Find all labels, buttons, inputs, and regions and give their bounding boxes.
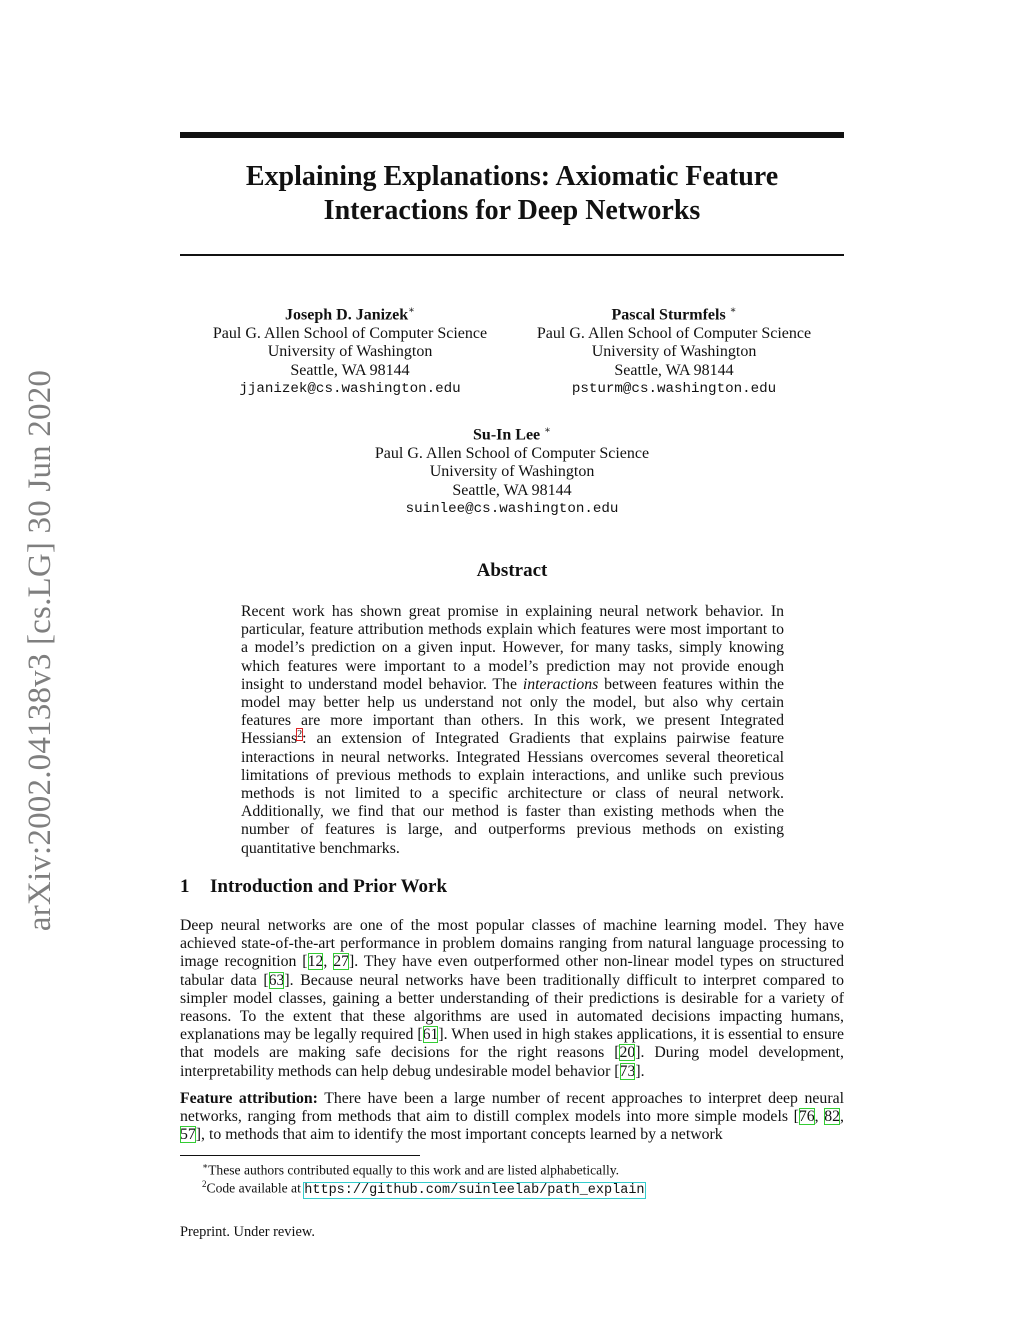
author-block-1 <box>198 302 502 399</box>
citation-link[interactable]: 63 <box>268 971 285 989</box>
author-name: Joseph D. Janizek <box>285 306 409 324</box>
author-city: Seattle, WA 98144 <box>614 361 734 379</box>
paragraph-label: Feature attribution: <box>180 1090 318 1107</box>
author-university: University of Washington <box>267 343 433 361</box>
abstract-text: between features within the model may better help us understand not only the model, but also why certain features are more important than others. In this work, we present Integrated Hessians <box>241 675 784 748</box>
citation-link[interactable]: 61 <box>422 1026 439 1044</box>
paragraph-text: ]. During model development, interpretability methods can help debug undesirable model behavior [ <box>180 1044 844 1080</box>
paragraph-text: ]. When used in high stakes applications, it is essential to ensure that models are making safe decisions for the right reasons [ <box>180 1026 844 1062</box>
footnote-rule <box>180 1155 420 1156</box>
paragraph-text: ]. They have even outperformed other non-linear model types on structured tabular data [ <box>180 953 845 989</box>
author-email[interactable]: psturm@cs.washington.edu <box>571 381 777 398</box>
author-mark: ∗ <box>544 425 551 436</box>
arxiv-identifier-stamp <box>6 360 76 940</box>
intro-paragraph <box>180 917 844 1081</box>
arxiv-identifier: arXiv:2002.04138v3 [cs.LG] 30 Jun 2020 <box>22 369 59 931</box>
preprint-note: Preprint. Under review. <box>180 1224 315 1240</box>
title-line-1: Explaining Explanations: Axiomatic Feature <box>245 161 779 192</box>
author-city: Seattle, WA 98144 <box>290 361 410 379</box>
section-number: 1 <box>180 876 190 897</box>
paragraph-text: ], to methods that aim to identify the most important concepts learned by a network <box>195 1126 723 1144</box>
citation-link[interactable]: 82 <box>824 1108 841 1126</box>
abstract-text: Recent work has shown great promise in explaining neural network behavior. In particular, feature attribution methods explain which features were most important to a model’s prediction on a given input. However, for many tasks, simply knowing which features were important to a model’s prediction may not provide enough insight to understand model behavior. The <box>241 603 784 693</box>
author-block-3 <box>362 422 662 519</box>
paragraph-text: ]. Because neural networks have been traditionally difficult to interpret compared to simpler model classes, gaining a better understanding of their predictions is desirable for a variety of reasons. To the extent that these algorithms are used in automated decisions impacting humans, explanations may be legally required [ <box>180 971 845 1044</box>
title-rule-top <box>180 132 844 138</box>
paragraph-text: , <box>840 1108 844 1126</box>
paragraph-text: , <box>323 953 334 971</box>
abstract-heading: Abstract <box>476 560 548 581</box>
section-heading <box>180 876 447 898</box>
abstract-text: : an extension of Integrated Gradients that explains pairwise feature interactions in neural networks. Integrated Hessians overcomes several theoretical limitations of previous methods to explain interactions, and unlike such previous methods is not limited to a specific architecture or class of neural network. Additionally, we find that our method is faster than existing methods when the number of features is large, and outperforms previous methods on existing quantitative benchmarks. <box>241 730 784 857</box>
citation-link[interactable]: 12 <box>307 953 324 971</box>
footnote-text: These authors contributed equally to this work and are listed alphabetically. <box>208 1162 620 1178</box>
author-mark: ∗ <box>408 305 415 316</box>
author-affiliation: Paul G. Allen School of Computer Science <box>212 324 488 342</box>
footnote-mark: 2 <box>202 1179 207 1189</box>
paragraph-text: There have been a large number of recent approaches to interpret deep neural networks, ranging from methods that aim to distill complex models into more simple models [ <box>180 1090 844 1126</box>
paragraph-text: Deep neural networks are one of the most popular classes of machine learning model. They have achieved state-of-the-art performance in problem domains ranging from natural language processing to image recognition [ <box>180 917 844 971</box>
footnote-ref-2[interactable]: 2 <box>297 729 303 741</box>
paragraph-text: , <box>814 1108 825 1126</box>
citation-link[interactable]: 20 <box>619 1044 636 1062</box>
author-email[interactable]: jjanizek@cs.washington.edu <box>239 381 461 398</box>
paper-title <box>180 160 844 228</box>
section-title: Introduction and Prior Work <box>210 876 448 897</box>
paragraph-text: ]. <box>635 1062 645 1080</box>
footnote-2 <box>202 1176 645 1199</box>
code-url-link[interactable]: https://github.com/suinleelab/path_explain <box>304 1182 645 1198</box>
author-email[interactable]: suinlee@cs.washington.edu <box>405 501 619 518</box>
abstract-body <box>241 603 784 858</box>
author-block-2 <box>524 302 824 399</box>
author-affiliation: Paul G. Allen School of Computer Science <box>374 444 650 462</box>
footnote-text: Code available at <box>206 1180 305 1196</box>
citation-link[interactable]: 76 <box>798 1108 815 1126</box>
author-name: Su-In Lee <box>473 426 545 444</box>
author-name: Pascal Sturmfels <box>611 306 730 324</box>
citation-link[interactable]: 27 <box>333 953 350 971</box>
citation-link[interactable]: 57 <box>180 1126 196 1144</box>
author-university: University of Washington <box>591 343 757 361</box>
author-affiliation: Paul G. Allen School of Computer Science <box>536 324 812 342</box>
author-mark: ∗ <box>729 305 737 316</box>
feature-attribution-paragraph <box>180 1090 844 1145</box>
author-university: University of Washington <box>429 463 595 481</box>
abstract-emphasis: interactions <box>522 675 599 693</box>
footnote-mark: ∗ <box>202 1161 209 1171</box>
author-city: Seattle, WA 98144 <box>452 481 572 499</box>
title-line-2: Interactions for Deep Networks <box>323 195 701 226</box>
citation-link[interactable]: 73 <box>619 1062 636 1080</box>
title-rule-bottom <box>180 254 844 256</box>
